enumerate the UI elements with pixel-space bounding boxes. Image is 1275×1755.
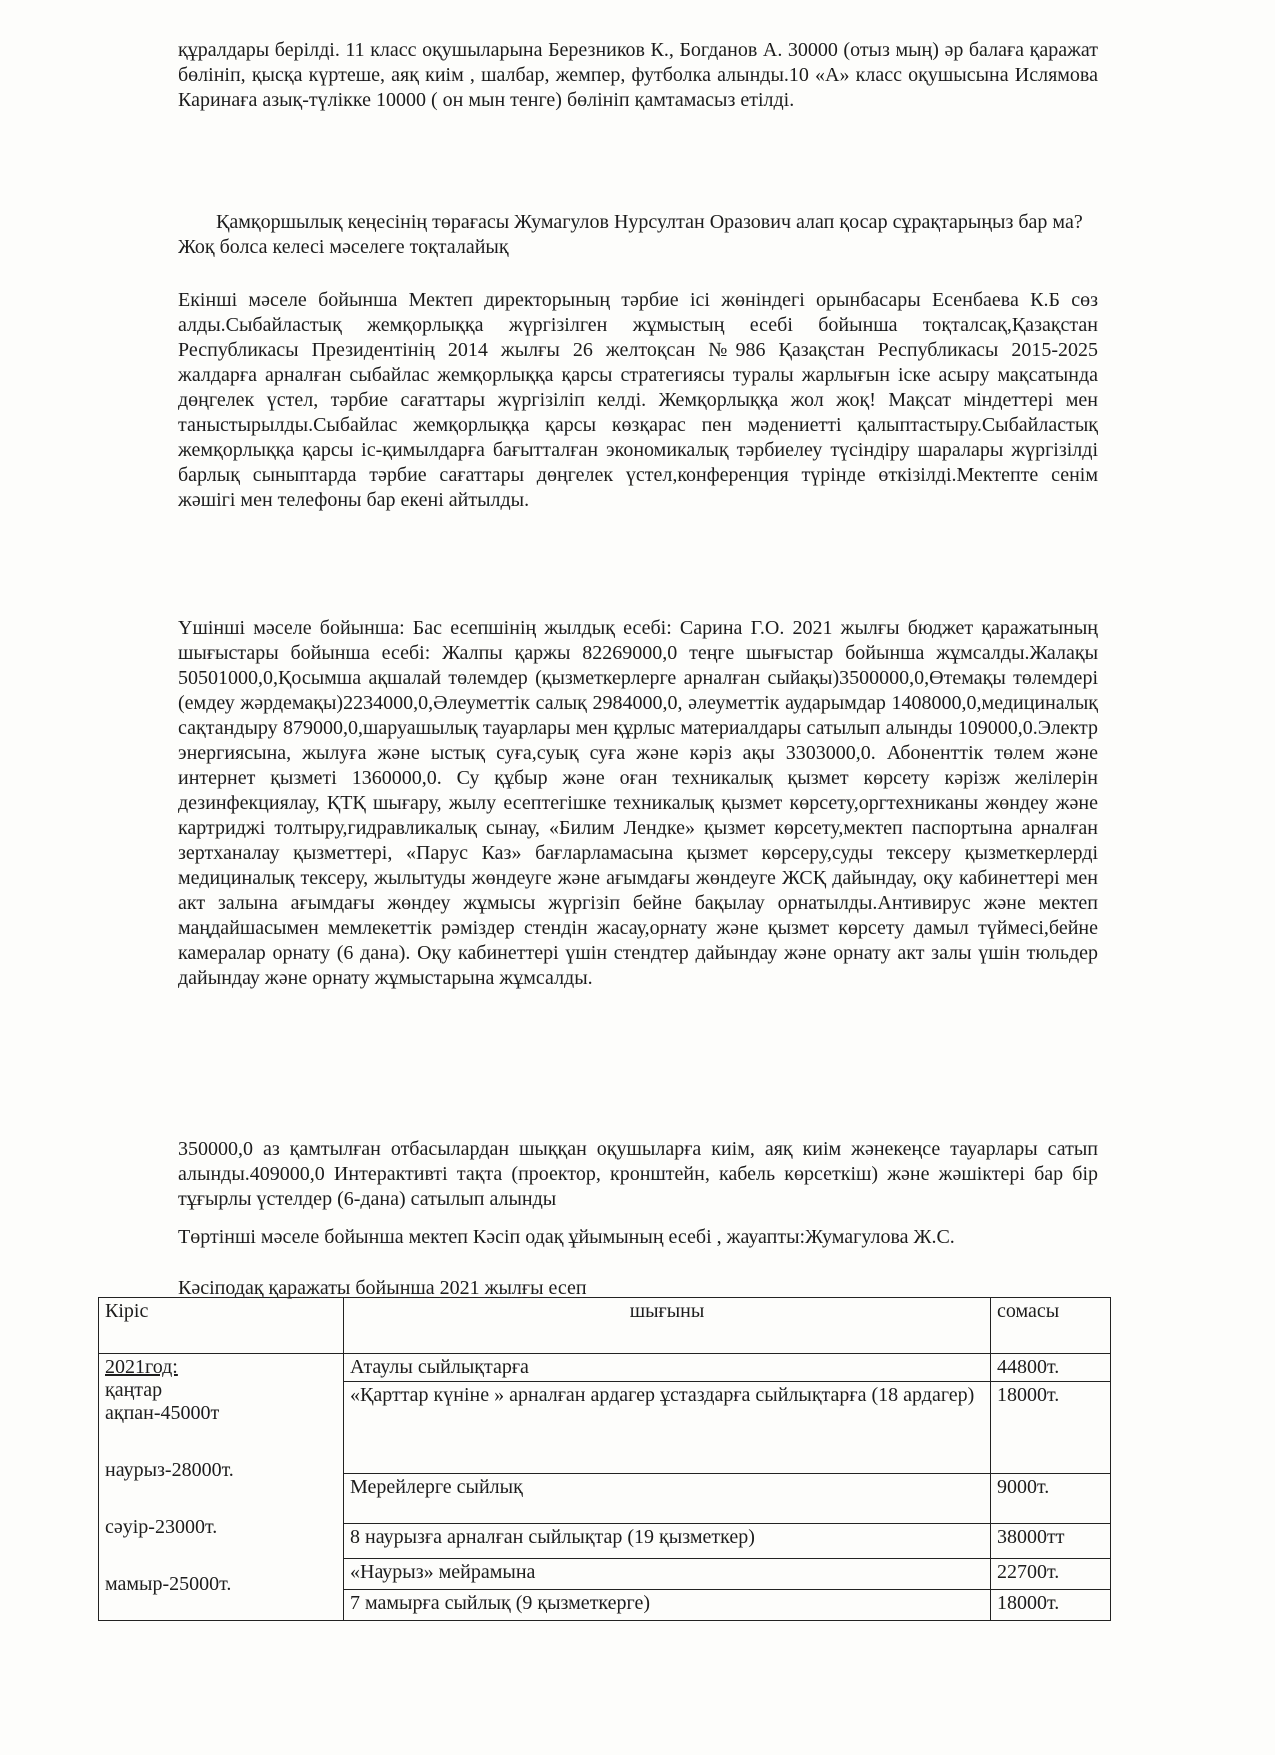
- amount-cell: 9000т.: [991, 1474, 1111, 1524]
- expense-cell: «Наурыз» мейрамына: [344, 1559, 991, 1590]
- amount-cell: 18000т.: [991, 1382, 1111, 1474]
- income-month: сәуір-23000т.: [105, 1516, 218, 1538]
- income-cell: [99, 1354, 344, 1621]
- expense-cell: 7 мамырға сыйлық (9 қызметкерге): [344, 1590, 991, 1621]
- income-month: қаңтар: [105, 1379, 163, 1401]
- amount-cell: 38000тт: [991, 1524, 1111, 1559]
- paragraph-board-question: Қамқоршылық кеңесінің төрағасы Жумагулов Нурсултан Оразович алап қосар сұрақтарыңыз бар ма? Жоқ болса келесі мәселеге тоқталайық: [178, 211, 1083, 258]
- paragraph-third-issue: Үшінші мәселе бойынша: Бас есепшінің жылдық есебі: Сарина Г.О. 2021 жылғы бюджет қаражатының шығыстары бойынша есебі: Жалпы қаржы 82269000,0 теңге шығыстар бойынша жұмсалды.Жалақы 50501000,0,Қосымша ақшалай төлемдер (қызметкерлерге арналған сыйақы)3500000,0,Өтемақы төлемдері (емдеу жәрдемақы)2234000,0,Әлеуметтік салық 2984000,0, әлеуметтік аударымдар 1408000,0,медициналық сақтандыру 879000,0,шаруашылық тауарлары мен құрлыс материалдары сатылып алынды 109000,0.Электр энергиясына, жылуға және ыстық суға,суық суға және кәріз ақы 3303000,0. Абоненттік төлем және интернет қызметі 1360000,0. Су құбыр және оған техникалық қызмет көрсету кәрізж желілерін дезинфекциялау, ҚТҚ шығару, жылу есептегішке техникалық қызмет көрсету,оргтехниканы жөндеу және картриджі толтыру,гидравликалық сынау, «Билим Лендке» қызмет көрсету,мектеп паспортына арналған зертханалау қызметтері, «Парус Каз» бағларламасына қызмет көрсеру,суды тексеру қызметкерлерді медициналық тексеру, жылытуды жөндеуге және ағымдағы жөндеуге ЖСҚ дайындау, оқу кабинеттері мен акт залына ағымдағы жөндеу жұмысы жүргізіп бейне бақылау орнатылды.Антивирус және мектеп маңдайшасымен мемлекеттік рәміздер стендін жасау,орнату және қызмет көрсету дамыл түймесі,бейне камералар орнату (6 дана). Оқу кабинеттері үшін стендтер дайындау және орнату акт залы үшін тюльдер дайындау және орнату жұмыстарына жұмсалды.: [178, 617, 1098, 989]
- income-month: наурыз-28000т.: [105, 1459, 234, 1481]
- header-income: Кіріс: [99, 1298, 344, 1354]
- header-expense: шығыны: [344, 1298, 991, 1354]
- expense-cell: «Қарттар күніне » арналған ардагер ұстаздарға сыйлықтарға (18 ардагер): [344, 1382, 991, 1474]
- table-header-row: [99, 1298, 1111, 1354]
- table-row: [99, 1354, 1111, 1382]
- income-month: мамыр-25000т.: [105, 1573, 232, 1595]
- expense-cell: 8 наурызға арналған сыйлықтар (19 қызметкер): [344, 1524, 991, 1559]
- paragraph-second-issue: Екінші мәселе бойынша Мектеп директорының тәрбие ісі жөніндегі орынбасары Есенбаева К.Б сөз алды.Сыбайластық жемқорлыққа жүргізілген жұмыстың есебі бойынша тоқталсақ,Қазақстан Республикасы Президентінің 2014 жылғы 26 желтоқсан №986 Қазақстан Республикасы 2015-2025 жалдарға арналған сыбайлас жемқорлыққа қарсы стратегиясы туралы жарлығын іске асыру мақсатында дөңгелек үстел, тәрбие сағаттары жүргізіліп келді. Жемқорлыққа жол жоқ! Мақсат міндеттері мен таныстырылды.Сыбайлас жемқорлыққа қарсы көзқарас пен мәдениетті қалыптастыру.Сыбайластық жемқорлыққа қарсы іс-қимылдарға бағытталған экономикалық тәрбиелеу түсіндіру шаралары жүргізілді барлық сыныптарда тәрбие сағаттары дөңгелек үстел,конференция түрінде өткізілді.Мектепте сенім жәшігі мен телефоны бар екені айтылды.: [178, 289, 1098, 511]
- paragraph-purchases: 350000,0 аз қамтылған отбасылардан шыққан оқушыларға киім, аяқ киім жәнекеңсе тауарлары сатып алынды.409000,0 Интерактивті тақта (проектор, кронштейн, кабель көрсеткіш) және жәшіктері бар бір тұғырлы үстелдер (6-дана) сатылып алынды: [178, 1138, 1098, 1210]
- paragraph-aid-distribution: құралдары берілді. 11 класс оқушыларына Березников К., Богданов А. 30000 (отыз мың) әр балаға қаражат бөлініп, қысқа күртеше, аяқ киім , шалбар, жемпер, футболка алынды.10 «А» класс оқушысына Ислямова Каринаға азық-түлікке 10000 ( он мын тенге) бөлініп қамтамасыз етілді.: [178, 39, 1098, 111]
- trade-union-report-table: [98, 1297, 1111, 1621]
- paragraph-fourth-issue: Төртінші мәселе бойынша мектеп Кәсіп одақ ұйымының есебі , жауапты:Жумагулова Ж.С.: [178, 1226, 955, 1248]
- expense-cell: Атаулы сыйлықтарға: [344, 1354, 991, 1382]
- income-month: ақпан-45000т: [105, 1402, 220, 1424]
- expense-cell: Мерейлерге сыйлық: [344, 1474, 991, 1524]
- income-year: 2021год:: [105, 1356, 178, 1378]
- header-amount: сомасы: [991, 1298, 1111, 1354]
- amount-cell: 22700т.: [991, 1559, 1111, 1590]
- amount-cell: 44800т.: [991, 1354, 1111, 1382]
- amount-cell: 18000т.: [991, 1590, 1111, 1621]
- table-caption: Кәсіподақ қаражаты бойынша 2021 жылғы есеп: [178, 1277, 587, 1299]
